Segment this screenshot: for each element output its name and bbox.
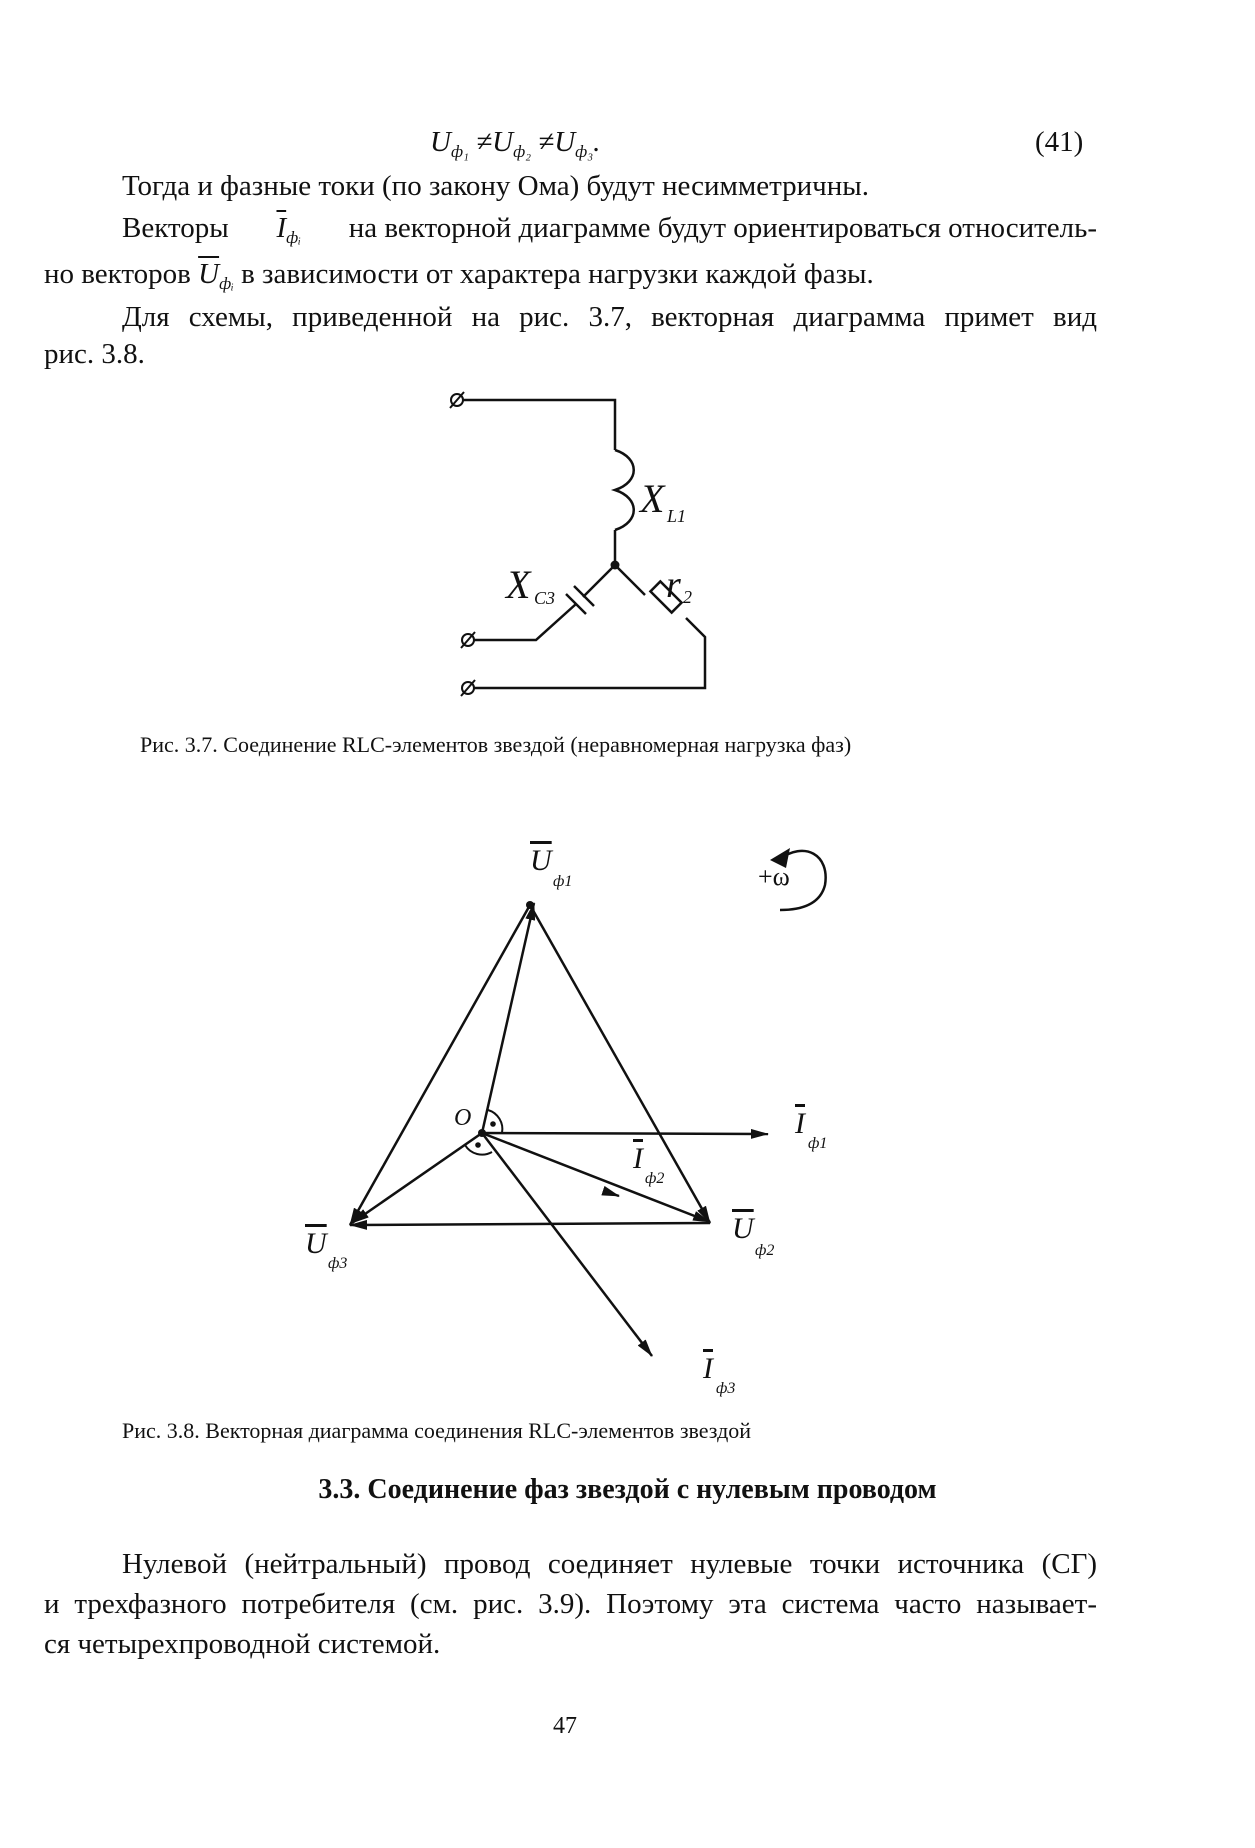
label-i-ph2: I bbox=[633, 1142, 643, 1175]
formula-u1: U bbox=[430, 126, 451, 158]
vector-i-ph1 bbox=[482, 1133, 768, 1134]
diagram-labels bbox=[305, 844, 827, 1397]
label-i-ph1: I bbox=[795, 1107, 805, 1140]
label-i-ph2-sub: ф2 bbox=[645, 1170, 665, 1187]
rotation-label: +ω bbox=[758, 862, 790, 891]
figure-3-7-caption: Рис. 3.7. Соединение RLC-элементов звездой (неравномерная нагрузка фаз) bbox=[140, 732, 852, 757]
formula-u2: U bbox=[492, 126, 514, 158]
p3-vector-sub: фᵢ bbox=[219, 274, 234, 293]
vector-lines bbox=[350, 903, 768, 1356]
formula-u3: U bbox=[554, 126, 576, 158]
formula-end: . bbox=[593, 126, 601, 158]
vector-u-ph3 bbox=[352, 1133, 482, 1223]
label-u-ph2: U bbox=[732, 1212, 754, 1245]
section-line-3: ся четырехпроводной системой. bbox=[44, 1628, 441, 1660]
label-u-ph3-sub: ф3 bbox=[328, 1255, 348, 1272]
paragraph-4-line1: Для схемы, приведенной на рис. 3.7, векторная диаграмма примет вид bbox=[122, 301, 1097, 333]
label-u-ph1: U bbox=[530, 844, 552, 877]
angle-arc-1 bbox=[488, 1110, 502, 1133]
vector-u-ph1 bbox=[482, 903, 534, 1133]
p2-vector-sub: фᵢ bbox=[286, 228, 301, 247]
label-u-ph2-sub: ф2 bbox=[755, 1242, 775, 1259]
label-i-ph3-sub: ф3 bbox=[716, 1380, 736, 1397]
origin-point bbox=[478, 1129, 486, 1137]
p2-word: Векторы bbox=[122, 212, 229, 244]
page-number: 47 bbox=[553, 1713, 577, 1739]
label-r2-sub: 2 bbox=[683, 587, 692, 607]
formula-number: (41) bbox=[1035, 126, 1084, 158]
formula-sub2: ф₂ bbox=[513, 142, 532, 161]
label-i-ph3: I bbox=[703, 1352, 713, 1385]
p3-rest: в зависимости от характера нагрузки каждой фазы. bbox=[241, 258, 874, 290]
formula-neq2: ≠ bbox=[538, 126, 555, 158]
angle-dot-1 bbox=[490, 1121, 496, 1127]
paragraph-1: Тогда и фазные токи (по закону Ома) будут несимметричны. bbox=[122, 170, 870, 202]
label-i-ph1-sub: ф1 bbox=[808, 1135, 828, 1152]
label-u-ph3: U bbox=[305, 1227, 327, 1260]
section-line-2: и трехфазного потребителя (см. рис. 3.9). Поэтому эта система часто называет- bbox=[44, 1588, 1097, 1620]
section-line-1: Нулевой (нейтральный) провод соединяет нулевые точки источника (СГ) bbox=[122, 1548, 1097, 1580]
section-heading: 3.3. Соединение фаз звездой с нулевым проводом bbox=[318, 1474, 937, 1505]
formula-sub1: ф₁ bbox=[450, 142, 469, 161]
label-xl1-sub: L1 bbox=[667, 506, 687, 526]
label-r2: r bbox=[666, 564, 681, 606]
formula-neq1: ≠ bbox=[476, 126, 493, 158]
label-xl1: X bbox=[640, 476, 665, 521]
paragraph-4-line2: рис. 3.8. bbox=[44, 338, 145, 370]
side-u1-u3 bbox=[350, 905, 530, 1225]
label-xc3: X bbox=[506, 562, 531, 607]
formula-sub3: ф₃ bbox=[575, 142, 594, 161]
label-xc3-sub: C3 bbox=[534, 588, 556, 608]
angle-dot-2 bbox=[475, 1142, 481, 1148]
point-u1 bbox=[526, 901, 534, 909]
p2-rest: на векторной диаграмме будут ориентироваться относитель- bbox=[348, 212, 1097, 244]
figure-3-8-caption: Рис. 3.8. Векторная диаграмма соединения RLC-элементов звездой bbox=[122, 1418, 752, 1443]
p3-vector-symbol: $\overline{U}$ bbox=[198, 258, 220, 290]
p2-vector-symbol: $\overline{I}$ bbox=[276, 212, 287, 244]
p3-word: но векторов bbox=[44, 258, 191, 290]
side-u1-u2 bbox=[530, 905, 710, 1223]
label-u-ph1-sub: ф1 bbox=[553, 873, 573, 890]
vector-i-ph2-arrow bbox=[607, 1192, 619, 1196]
label-origin: O bbox=[454, 1105, 472, 1131]
side-u2-u3 bbox=[350, 1223, 710, 1225]
